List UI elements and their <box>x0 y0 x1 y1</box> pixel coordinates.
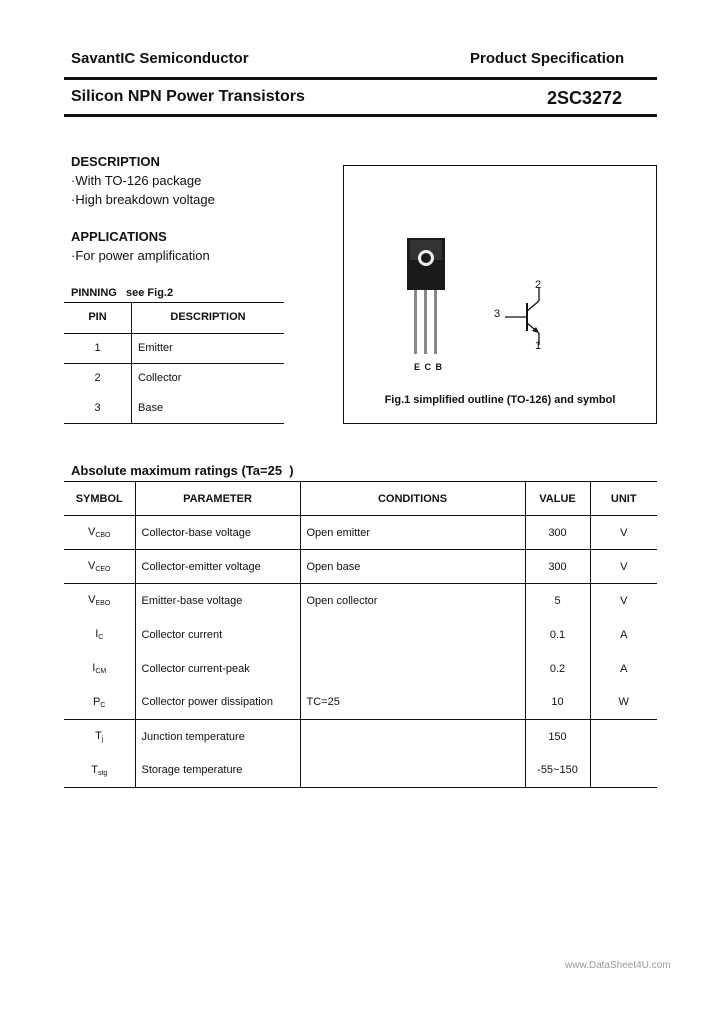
table-row <box>64 550 657 584</box>
ratings-table <box>64 481 657 788</box>
figure-caption: Fig.1 simplified outline (TO-126) and symbol <box>384 394 616 406</box>
description-item: ·With TO-126 package <box>71 173 202 188</box>
table-row <box>64 754 657 788</box>
part-number: 2SC3272 <box>547 88 623 108</box>
conditions-cell <box>300 720 525 754</box>
value-cell: 150 <box>525 720 590 754</box>
pinning-title: PINNING see Fig.2 <box>71 287 174 299</box>
value-cell: 10 <box>525 686 590 720</box>
table-row <box>64 584 657 618</box>
header-rule-top <box>64 77 657 80</box>
pinning-header-description: DESCRIPTION <box>170 311 246 323</box>
header-parameter: PARAMETER <box>135 482 300 516</box>
pin-number: 3 <box>94 402 101 414</box>
pin-description: Collector <box>138 372 182 384</box>
description-title: DESCRIPTION <box>71 154 160 169</box>
unit-cell <box>590 754 657 788</box>
unit-cell: V <box>590 584 657 618</box>
symbol-cell: $I_C$ <box>95 628 104 641</box>
pinning-table <box>64 302 284 424</box>
applications-title: APPLICATIONS <box>71 229 167 244</box>
unit-cell: V <box>590 550 657 584</box>
table-row <box>64 516 657 550</box>
to126-package-image <box>402 236 452 361</box>
applications-item: ·For power amplification <box>71 248 210 263</box>
unit-cell: A <box>590 652 657 686</box>
value-cell: -55~150 <box>525 754 590 788</box>
ratings-title: Absolute maximum ratings (Ta=25 ) <box>71 463 294 478</box>
figure-box <box>343 165 657 424</box>
pin-number: 2 <box>94 372 101 384</box>
table-row <box>64 618 657 652</box>
conditions-cell: TC=25 <box>300 686 525 720</box>
value-cell: 300 <box>525 516 590 550</box>
symbol-cell: $T_j$ <box>95 730 104 744</box>
parameter-cell: Collector-base voltage <box>135 516 300 550</box>
value-cell: 5 <box>525 584 590 618</box>
pin-description: Emitter <box>138 342 173 354</box>
conditions-cell <box>300 618 525 652</box>
conditions-cell <box>300 754 525 788</box>
symbol-cell: $P_C$ <box>64 686 135 720</box>
pin-description: Base <box>138 402 164 414</box>
value-cell: 0.1 <box>525 618 590 652</box>
table-row <box>64 686 657 720</box>
npn-transistor-symbol-icon <box>499 283 559 353</box>
pin-number: 1 <box>94 342 101 354</box>
table-row <box>64 720 657 754</box>
unit-cell: V <box>590 516 657 550</box>
parameter-cell: Emitter-base voltage <box>135 584 300 618</box>
watermark: www.DataSheet4U.com <box>565 960 671 971</box>
unit-cell <box>590 720 657 754</box>
symbol-pin-collector: 2 <box>535 279 542 291</box>
symbol-cell: $I_{CM}$ <box>92 662 107 675</box>
table-row <box>64 652 657 686</box>
header-symbol: SYMBOL <box>64 482 135 516</box>
header-value: VALUE <box>525 482 590 516</box>
ratings-header-row <box>64 482 657 516</box>
doc-type: Product Specification <box>470 50 625 67</box>
company-name: SavantIC Semiconductor <box>71 50 249 67</box>
symbol-pin-base: 3 <box>494 308 501 320</box>
parameter-cell: Storage temperature <box>135 754 300 788</box>
symbol-cell: $V_{EBO}$ <box>88 594 111 608</box>
unit-cell: A <box>590 618 657 652</box>
conditions-cell: Open collector <box>300 584 525 618</box>
parameter-cell: Collector current-peak <box>135 652 300 686</box>
unit-cell: W <box>590 686 657 720</box>
symbol-cell: $T_{stg}$ <box>64 754 135 788</box>
pinning-header-pin: PIN <box>88 311 107 323</box>
value-cell: 0.2 <box>525 652 590 686</box>
parameter-cell: Collector-emitter voltage <box>135 550 300 584</box>
product-line: Silicon NPN Power Transistors <box>71 88 305 105</box>
description-item: ·High breakdown voltage <box>71 192 215 207</box>
symbol-pin-emitter: 1 <box>535 340 542 352</box>
lead-labels: E C B <box>414 362 444 372</box>
parameter-cell: Collector current <box>135 618 300 652</box>
parameter-cell: Collector power dissipation <box>135 686 300 720</box>
parameter-cell: Junction temperature <box>135 720 300 754</box>
symbol-cell: $V_{CEO}$ <box>64 550 135 584</box>
conditions-cell: Open emitter <box>300 516 525 550</box>
conditions-cell: Open base <box>300 550 525 584</box>
conditions-cell <box>300 652 525 686</box>
header-unit: UNIT <box>590 482 657 516</box>
symbol-cell: $V_{CBO}$ <box>64 516 135 550</box>
value-cell: 300 <box>525 550 590 584</box>
header-conditions: CONDITIONS <box>300 482 525 516</box>
header-rule-bottom <box>64 114 657 117</box>
